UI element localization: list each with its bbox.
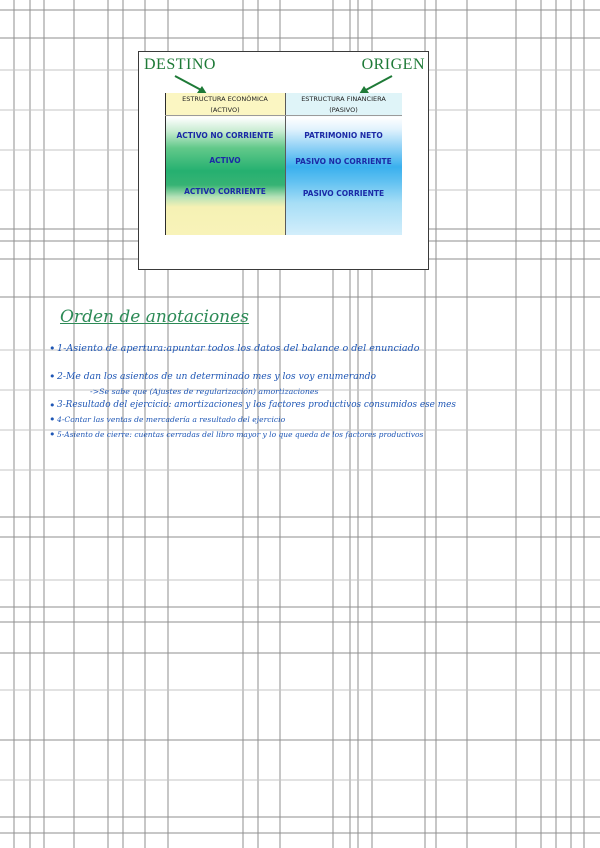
destino-label: DESTINO: [144, 56, 216, 73]
note-item-2: 2-Me dan los asientos de un determinado mes y los voy enumerando: [57, 371, 377, 382]
note-item-5: 5-Asiento de cierre: cuentas cerradas del libro mayor y lo que queda de los factores productivos: [57, 430, 424, 439]
activo-header: [165, 94, 285, 116]
note-item-4: 4-Contar las ventas de mercadería a resultado del ejercicio: [57, 415, 286, 424]
pasivo-header-line2: (PASIVO): [329, 106, 358, 114]
activo-cell: ACTIVO: [209, 156, 241, 165]
bullet-icon: •: [49, 342, 56, 355]
balance-diagram: [138, 51, 429, 270]
note-item-1: 1-Asiento de apertura:apuntar todos los datos del balance o del enunciado: [57, 343, 420, 354]
notes-title: Orden de anotaciones: [60, 307, 249, 327]
note-item-3: 3-Resultado del ejercicio: amortizaciones y los factores productivos consumidos ese mes: [57, 400, 456, 410]
bullet-icon: •: [49, 413, 56, 426]
pasivo-header: [285, 94, 402, 116]
activo-header-line2: (ACTIVO): [210, 106, 240, 114]
pasivo-header-line1: ESTRUCTURA FINANCIERA: [301, 95, 386, 103]
activo-no-corriente-cell: ACTIVO NO CORRIENTE: [176, 131, 274, 140]
activo-header-line1: ESTRUCTURA ECONÓMICA: [182, 95, 268, 103]
bullet-icon: •: [49, 399, 56, 412]
pasivo-no-corriente-cell: PASIVO NO CORRIENTE: [295, 157, 392, 166]
bullet-icon: •: [49, 370, 56, 383]
origen-label: ORIGEN: [361, 56, 425, 73]
note-subitem: ->Se sabe que (Ajustes de regularización) amortizaciones: [90, 387, 319, 396]
patrimonio-neto-cell: PATRIMONIO NETO: [304, 131, 383, 140]
pasivo-corriente-cell: PASIVO CORRIENTE: [302, 189, 385, 198]
activo-corriente-cell: ACTIVO CORRIENTE: [184, 187, 266, 196]
bullet-icon: •: [49, 428, 56, 441]
